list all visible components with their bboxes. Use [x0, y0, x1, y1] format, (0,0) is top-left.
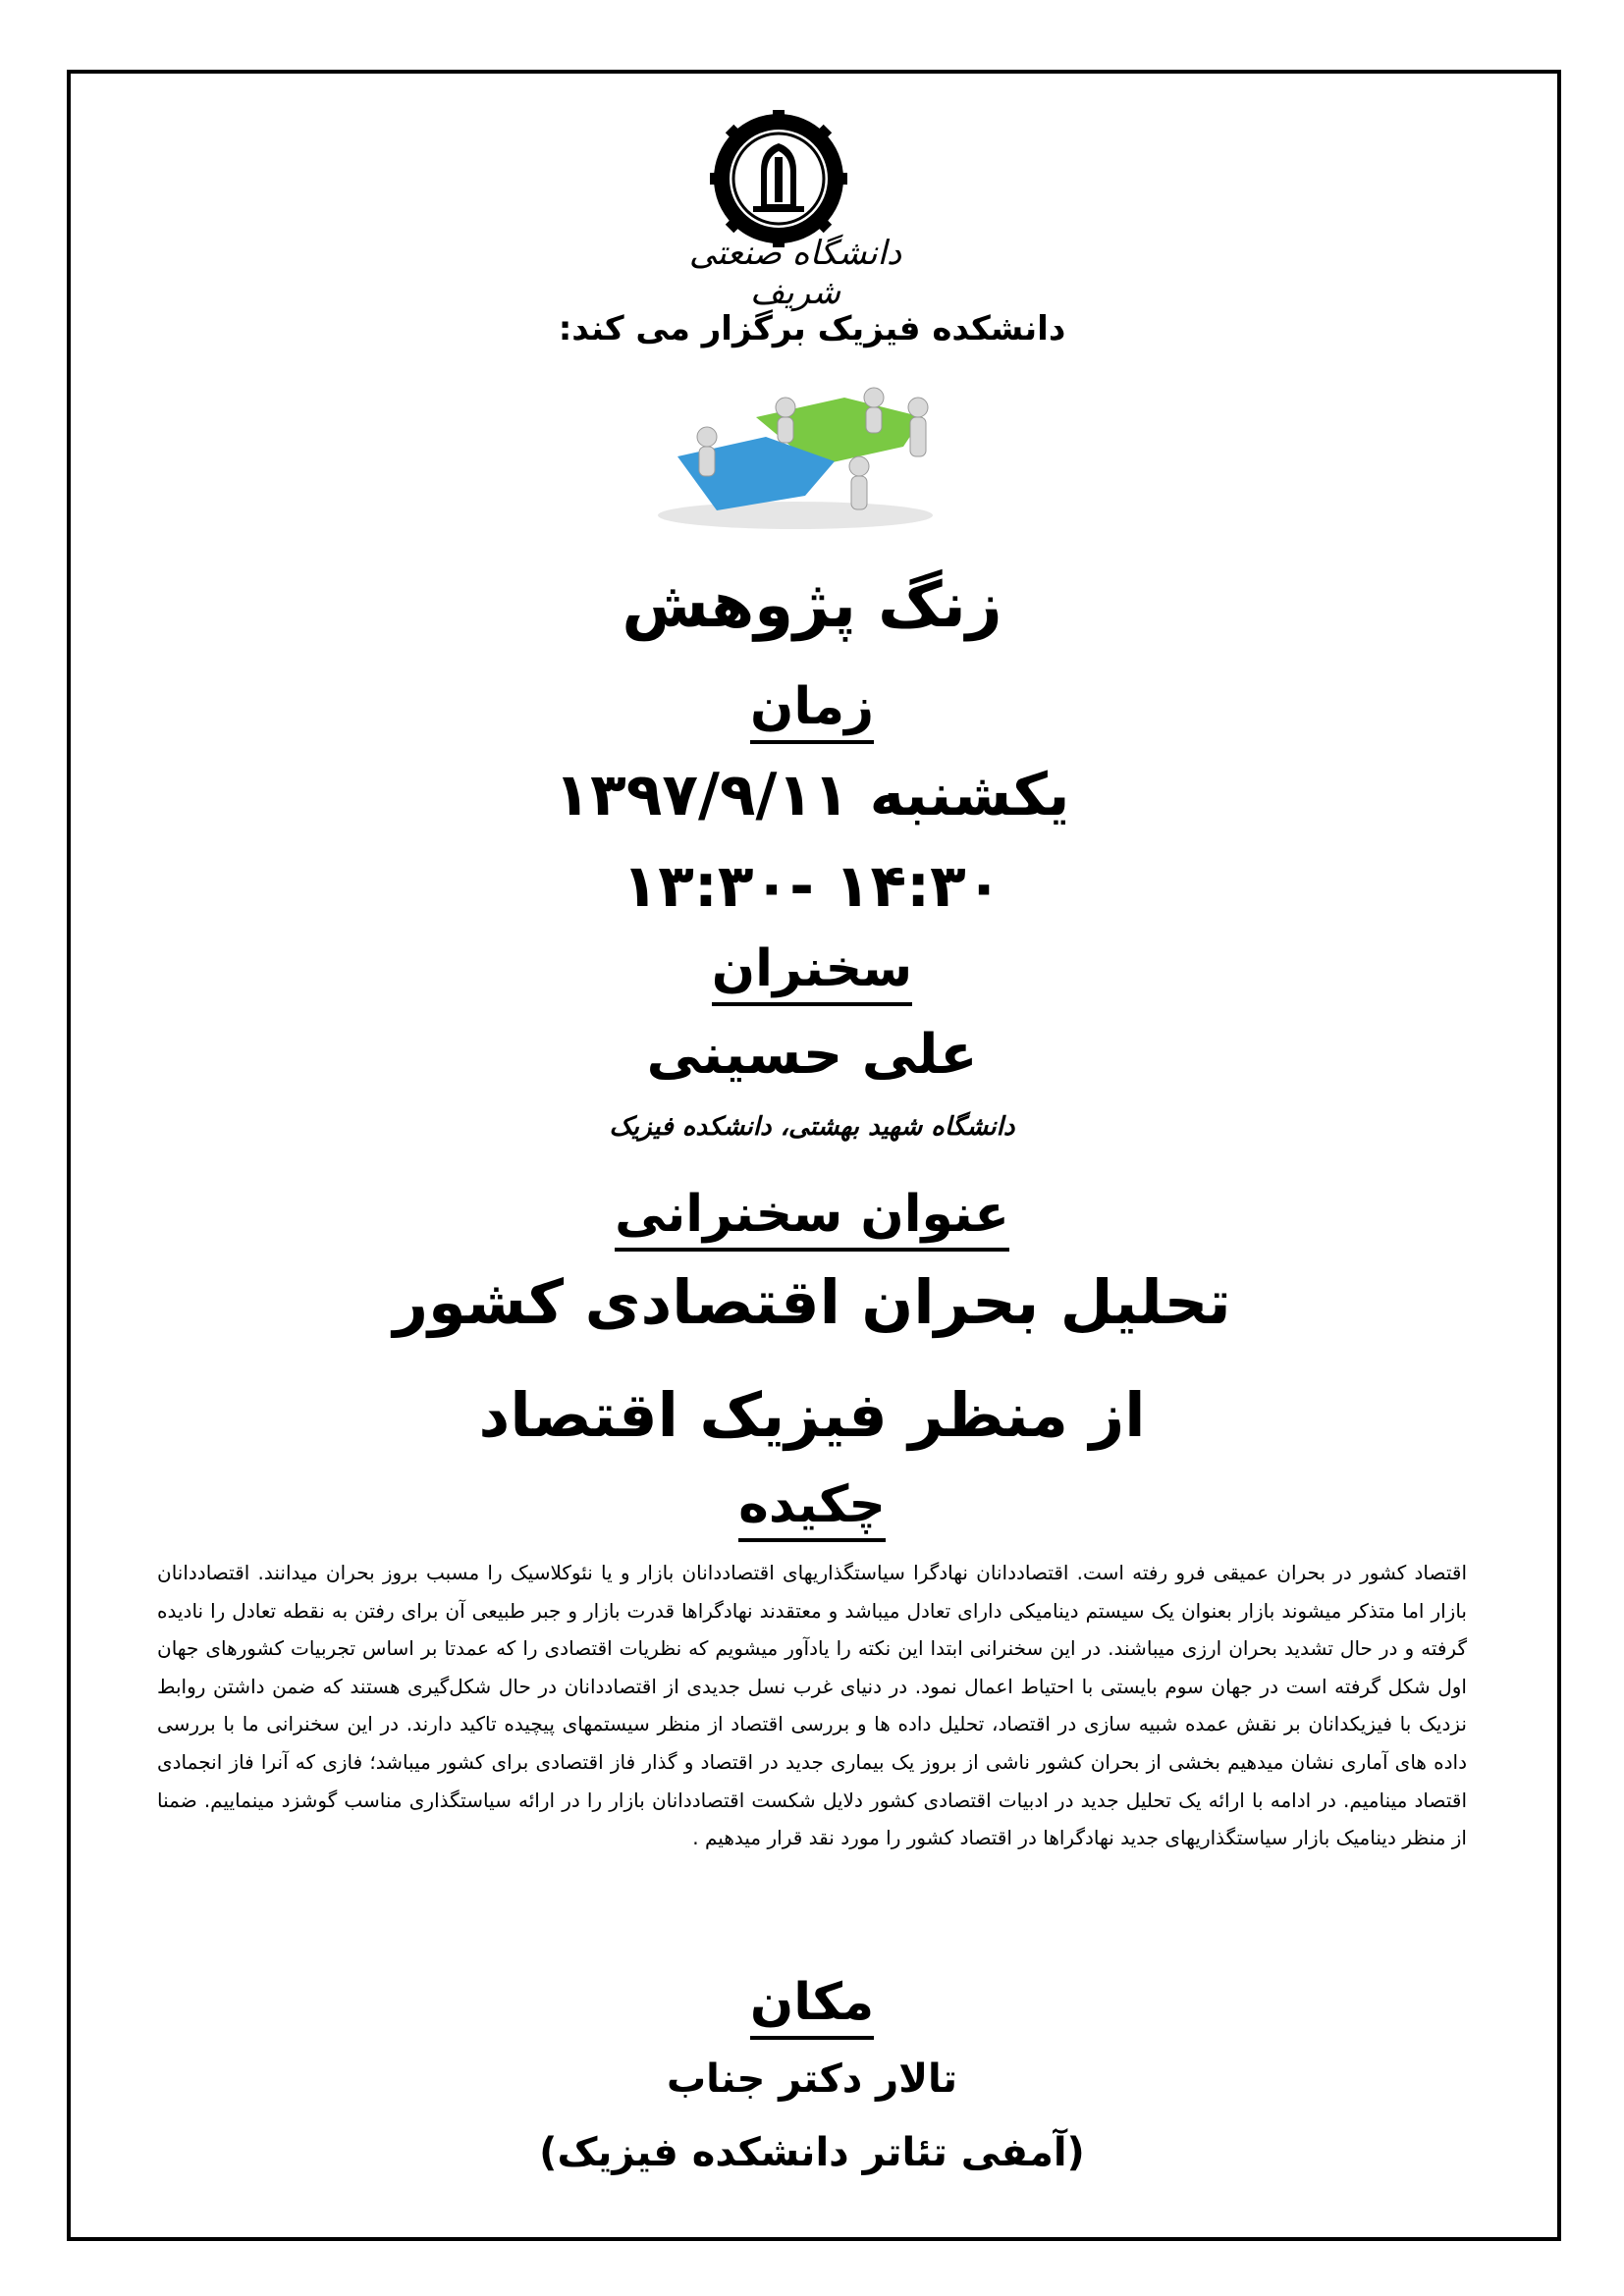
organizer-line: دانشکده فیزیک برگزار می کند:	[558, 309, 1066, 348]
event-date: یکشنبه ۱۳۹۷/۹/۱۱	[554, 761, 1070, 829]
speaker-affiliation: دانشگاه شهید بهشتی، دانشکده فیزیک	[609, 1112, 1015, 1142]
talk-title-line-1: تحلیل بحران اقتصادی کشور	[393, 1266, 1231, 1338]
place-heading: مکان	[0, 1973, 1624, 2032]
place-detail: (آمفی تئاتر دانشکده فیزیک)	[539, 2130, 1085, 2175]
university-name: دانشگاه صنعتی شریف	[688, 234, 902, 312]
speaker-heading: سخنران	[0, 939, 1624, 998]
talk-title-line-2: از منظر فیزیک اقتصاد	[478, 1379, 1146, 1451]
time-heading: زمان	[0, 677, 1624, 736]
talk-heading: عنوان سخنرانی	[0, 1185, 1624, 1244]
sharif-university-emblem-icon	[710, 110, 847, 247]
event-title: زنگ پژوهش	[622, 569, 1002, 642]
teamwork-puzzle-icon	[648, 378, 943, 535]
abstract-heading: چکیده	[0, 1475, 1624, 1534]
place-hall: تالار دکتر جناب	[666, 2056, 958, 2102]
speaker-name: علی حسینی	[646, 1023, 978, 1087]
abstract-text: اقتصاد کشور در بحران عمیقی فرو رفته است. اقتصاددانان نهادگرا سیاستگذاریهای اقتصاددانان بازار و یا نئوکلاسیک را مسبب بروز بحران میدانند. اقتصاددانان بازار اما متذکر میشوند بازار بعنوان یک سیستم دینامیکی دارای تعادل میباشد و معتقدند نهادگراها قدرت بازار و جبر طبیعی آن برای رفتن به نقطه تعادل را نادیده گرفته و در حال تشدید بحران ارزی میباشند. در این سخنرانی ابتدا این نکته را یادآور میشویم که نظریات اقتصادی را که عمدتا بر اساس تجربیات کشورهای جهان اول شکل گرفته است در جهان سوم بایستی با احتیاط اعمال نمود. در دنیای غرب نسل جدیدی از اقتصاددانان در حال شکل‌گیری هستند که ضمن داشتن روابط نزدیک با فیزیکدانان بر نقش عمده شبیه سازی در اقتصاد، تحلیل داده ها و بررسی اقتصاد از منظر سیستمهای پیچیده تاکید دارند. در این سخنرانی ما با بررسی داده های آماری نشان میدهیم بخشی از بحران کشور ناشی از بروز یک بیماری جدید در اقتصاد و گذار فاز اقتصادی برای کشور میباشد؛ فازی که آنرا فاز انجمادی اقتصاد مینامیم. در ادامه با ارائه یک تحلیل جدید در ادبیات اقتصادی کشور دلایل شکست اقتصاددانان بازار را در ارائه سیاستگذاری مناسب گوشزد مینماییم. ضمنا از منظر دینامیک بازار سیاستگذاریهای جدید نهادگراها در اقتصاد کشور را مورد نقد قرار میدهیم .	[157, 1561, 1467, 1850]
event-hours: ۱۴:۳۰ -۱۳:۳۰	[622, 852, 1002, 921]
